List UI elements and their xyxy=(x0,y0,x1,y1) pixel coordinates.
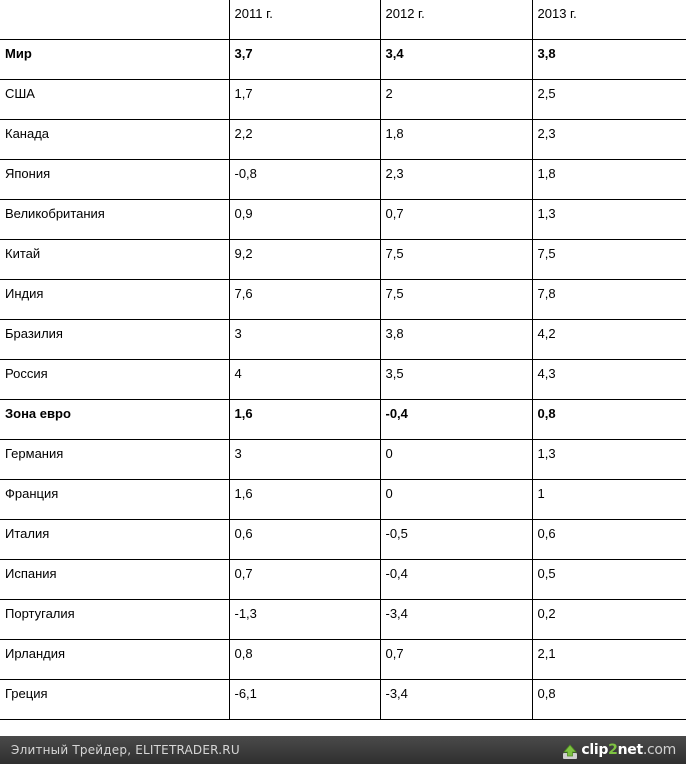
country-cell: Греция xyxy=(0,679,229,719)
table-row xyxy=(0,559,686,599)
table-row xyxy=(0,239,686,279)
country-cell: Россия xyxy=(0,359,229,399)
table-row xyxy=(0,479,686,519)
value-cell-2012: 2,3 xyxy=(380,159,532,199)
table-row xyxy=(0,199,686,239)
value-cell-2012: 3,5 xyxy=(380,359,532,399)
country-cell: Португалия xyxy=(0,599,229,639)
header-cell-2013: 2013 г. xyxy=(532,0,686,39)
value-cell-2011: 0,6 xyxy=(229,519,380,559)
value-cell-2013: 7,8 xyxy=(532,279,686,319)
header-cell-region xyxy=(0,0,229,39)
country-cell: Бразилия xyxy=(0,319,229,359)
country-cell: Мир xyxy=(0,39,229,79)
country-cell: Италия xyxy=(0,519,229,559)
value-cell-2011: 0,7 xyxy=(229,559,380,599)
country-cell: Китай xyxy=(0,239,229,279)
value-cell-2011: 3 xyxy=(229,439,380,479)
table-row xyxy=(0,119,686,159)
table-row xyxy=(0,159,686,199)
value-cell-2013: 1,8 xyxy=(532,159,686,199)
country-cell: США xyxy=(0,79,229,119)
value-cell-2012: -0,5 xyxy=(380,519,532,559)
value-cell-2013: 0,2 xyxy=(532,599,686,639)
value-cell-2013: 2,3 xyxy=(532,119,686,159)
table-row xyxy=(0,319,686,359)
value-cell-2011: 3 xyxy=(229,319,380,359)
value-cell-2013: 0,8 xyxy=(532,399,686,439)
country-cell: Испания xyxy=(0,559,229,599)
clip2net-wordmark: clip2net.com xyxy=(581,742,676,758)
table-row xyxy=(0,39,686,79)
country-cell: Германия xyxy=(0,439,229,479)
value-cell-2012: 1,8 xyxy=(380,119,532,159)
value-cell-2013: 1 xyxy=(532,479,686,519)
country-cell: Франция xyxy=(0,479,229,519)
value-cell-2012: 3,4 xyxy=(380,39,532,79)
table-row xyxy=(0,359,686,399)
value-cell-2011: 1,7 xyxy=(229,79,380,119)
value-cell-2013: 1,3 xyxy=(532,199,686,239)
value-cell-2013: 7,5 xyxy=(532,239,686,279)
value-cell-2012: 0 xyxy=(380,479,532,519)
value-cell-2013: 4,2 xyxy=(532,319,686,359)
value-cell-2012: 2 xyxy=(380,79,532,119)
table-row xyxy=(0,79,686,119)
value-cell-2011: 1,6 xyxy=(229,399,380,439)
value-cell-2012: 7,5 xyxy=(380,279,532,319)
value-cell-2013: 2,5 xyxy=(532,79,686,119)
value-cell-2013: 0,8 xyxy=(532,679,686,719)
value-cell-2013: 0,6 xyxy=(532,519,686,559)
clip2net-logo[interactable] xyxy=(562,736,676,764)
watermark-bar xyxy=(0,736,686,764)
value-cell-2011: 2,2 xyxy=(229,119,380,159)
value-cell-2011: 4 xyxy=(229,359,380,399)
upload-arrow-icon xyxy=(562,742,578,758)
table-row xyxy=(0,399,686,439)
value-cell-2011: 3,7 xyxy=(229,39,380,79)
value-cell-2013: 1,3 xyxy=(532,439,686,479)
header-cell-2012: 2012 г. xyxy=(380,0,532,39)
table-row xyxy=(0,679,686,719)
value-cell-2013: 4,3 xyxy=(532,359,686,399)
value-cell-2013: 3,8 xyxy=(532,39,686,79)
header-cell-2011: 2011 г. xyxy=(229,0,380,39)
value-cell-2013: 0,5 xyxy=(532,559,686,599)
value-cell-2011: 0,9 xyxy=(229,199,380,239)
value-cell-2012: 0 xyxy=(380,439,532,479)
country-cell: Ирландия xyxy=(0,639,229,679)
value-cell-2011: 9,2 xyxy=(229,239,380,279)
table-header-row xyxy=(0,0,686,39)
value-cell-2012: -0,4 xyxy=(380,399,532,439)
table-row xyxy=(0,639,686,679)
source-credit: Элитный Трейдер, ELITETRADER.RU xyxy=(11,743,240,757)
value-cell-2012: 7,5 xyxy=(380,239,532,279)
value-cell-2012: 0,7 xyxy=(380,639,532,679)
country-cell: Зона евро xyxy=(0,399,229,439)
table-row xyxy=(0,599,686,639)
value-cell-2012: 0,7 xyxy=(380,199,532,239)
country-cell: Япония xyxy=(0,159,229,199)
table-row xyxy=(0,279,686,319)
country-cell: Великобритания xyxy=(0,199,229,239)
value-cell-2012: -0,4 xyxy=(380,559,532,599)
value-cell-2011: 7,6 xyxy=(229,279,380,319)
value-cell-2011: 1,6 xyxy=(229,479,380,519)
country-cell: Канада xyxy=(0,119,229,159)
table-row xyxy=(0,519,686,559)
value-cell-2011: -0,8 xyxy=(229,159,380,199)
value-cell-2012: 3,8 xyxy=(380,319,532,359)
value-cell-2012: -3,4 xyxy=(380,679,532,719)
table-row xyxy=(0,439,686,479)
value-cell-2011: -6,1 xyxy=(229,679,380,719)
value-cell-2011: -1,3 xyxy=(229,599,380,639)
value-cell-2012: -3,4 xyxy=(380,599,532,639)
country-cell: Индия xyxy=(0,279,229,319)
value-cell-2011: 0,8 xyxy=(229,639,380,679)
value-cell-2013: 2,1 xyxy=(532,639,686,679)
